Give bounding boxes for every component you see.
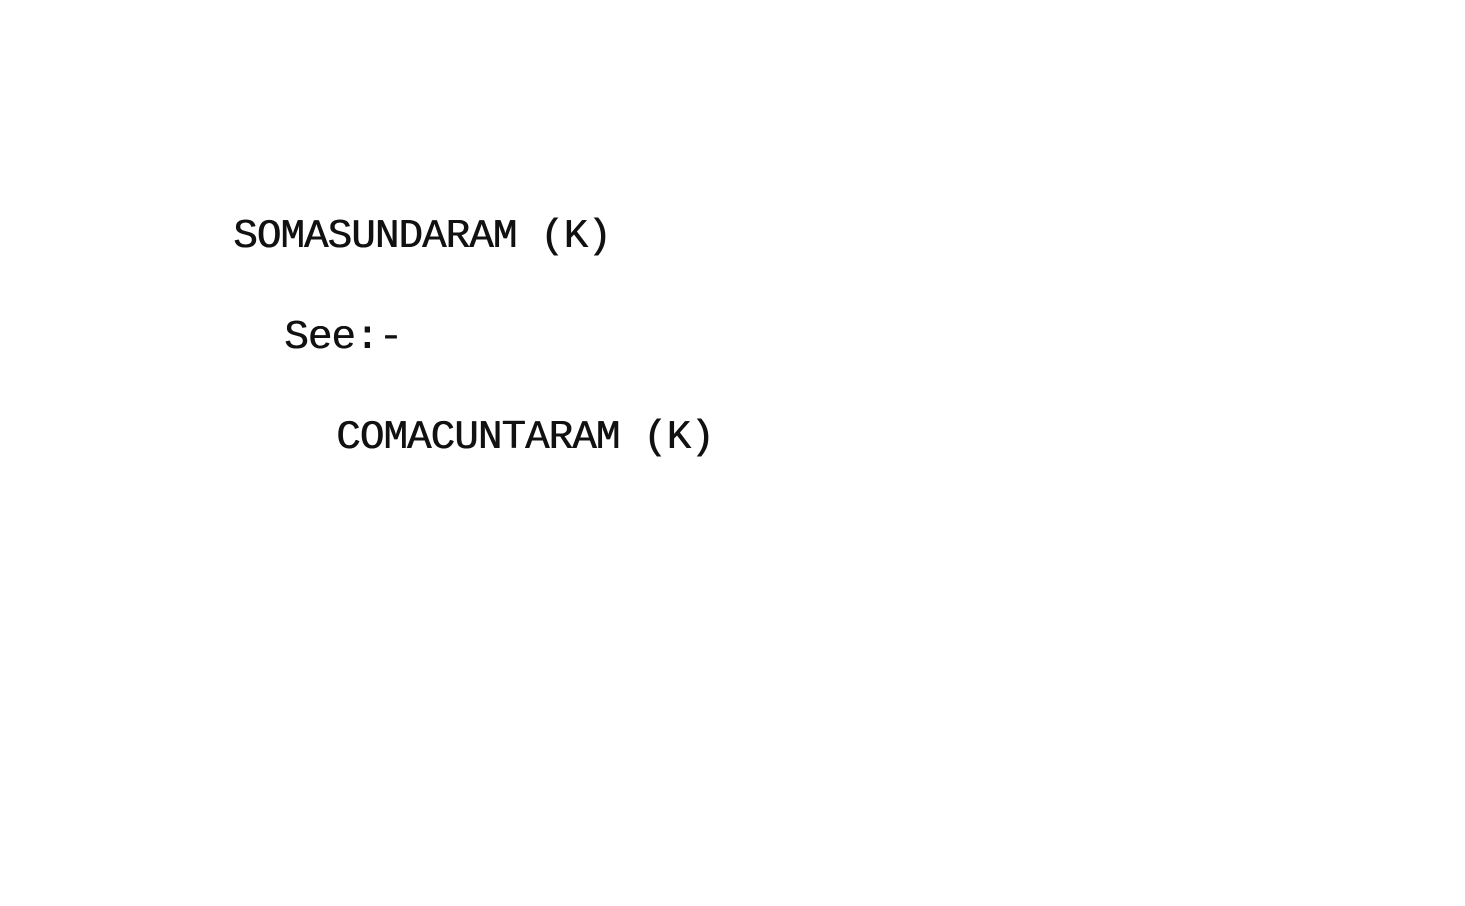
see-label: See:- (284, 315, 403, 361)
card-heading: SOMASUNDARAM (K) (233, 214, 611, 260)
cross-reference: COMACUNTARAM (K) (336, 415, 714, 461)
